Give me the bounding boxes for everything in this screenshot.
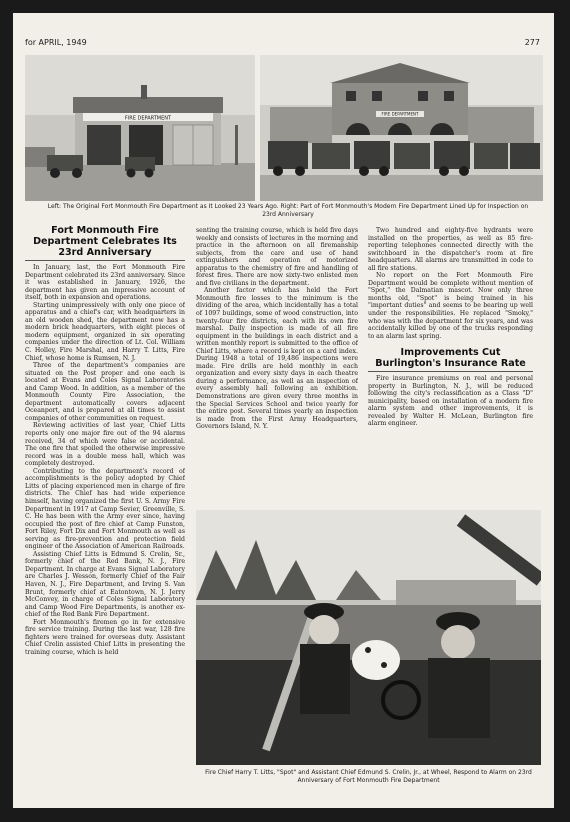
article-column-3 [368,227,533,519]
new-station-sign: FIRE DEPARTMENT [381,111,419,117]
issue-date: for APRIL, 1949 [25,38,87,47]
article-column-2 [196,227,358,517]
article-paragraph: Reviewing activities of last year, Chief Litts reports only one major fire out of the 94 alarms received, 34 of which were false or accidental. The one fire that spoiled the otherwise impressive record was in a double mess hall, which was completely destroyed. [25,422,185,468]
photo-chiefs-with-spot [196,510,541,765]
article-paragraph: Contributing to the department's record of accomplishments is the policy adopted by Chief Litts of placing experienced men in charge of fire districts. The Chief has had wide experience himself, having organized the first U. S. Army Fire Department in 1917 at Camp Sevier, Greenville, S. C. He has been with the Army ever since, having occupied the post of fire chief at Camp Funston, Fort Riley, Fort Dix and Fort Monmouth as well as serving as fire-prevention and protection field engineer of the Association of American Railroads. [25,467,185,551]
article-paragraph: Two hundred and eighty-five hydrants were installed on the properties, as well as 85 fire-reporting telephones connected directly with the switchboard in the dispatcher's room at fire headquarters. All alarms are transmitted in code to all fire stations. [368,227,533,272]
article-paragraph: In January, last, the Fort Monmouth Fire Department celebrated its 23rd anniversary. Since it was established in January, 1926, the department has given an impressive account of itself, both in expansion and operations. [25,264,185,302]
article-title: Fort Monmouth Fire Department Celebrates Its 23rd Anniversary [33,225,177,258]
title-divider [25,260,185,261]
photo-original-fire-station [25,55,255,201]
article-paragraph: Another factor which has held the Fort Monmouth fire losses to the minimum is the dividing of the area, which incidentally has a total of 1097 buildings, some of wood construction, into twenty-four fire districts, each with its own fire marshal. Daily inspection is made of all fire equipment in the buildings in each district and a written monthly report is submitted to the office of Chief Litts, where a record is kept on a card index. During 1948 a total of 19,486 inspections were made. Fire drills are held monthly in each organization and every sixty days in each theatre during a performance, as well as an inspection of every assembly hall following an exhibition. Demonstrations are given every three months in the Special Services School and twice yearly for the entire post. Several times yearly an inspection is made from the First Army Headquarters, Governors Island, N. Y. [196,287,358,431]
article-paragraph: Fort Monmouth's firemen go in for extensive fire service training. During the last war, 128 fire fighters were trained for overseas duty. Assistant Chief Crelin assisted Chief Litts in presenting the training course, which is held [25,618,185,656]
second-article-title: Improvements Cut Burlington's Insurance Rate [375,347,526,370]
article-column-1 [25,225,185,755]
article-paragraph: senting the training course, which is held five days weekly and consists of lectures in the morning and practice in the afternoon on all firemanship subjects, from the care and use of hand extinguishers and operation of motorized apparatus to the chemistry of fire and handling of forest fires. There are now sixty-two enlisted men and five civilians in the department. [196,227,358,287]
article-paragraph: Assisting Chief Litts is Edmund S. Crelin, Sr., formerly chief of the Red Bank, N. J., Fire Department. In charge at Evans Signal Laboratory are Charles J. Wesson, formerly Chief of the Fair Haven, N. J., Fire Department, and Irving S. Van Brunt, formerly chief at Eatontown, N. J. Jerry McConvey, in charge of Coles Signal Laboratory and Camp Wood Fire Departments, is another ex-chief of the Red Bank Fire Department. [25,550,185,619]
bottom-photo-caption: Fire Chief Harry T. Litts, "Spot" and Assistant Chief Edmund S. Crelin, Jr., at Wheel, Respond to Alarm on 23rd Anniversary of Fort Monmouth Fire Department [205,769,532,784]
article-paragraph: Three of the department's companies are situated on the Post proper and one each is located at Evans and Coles Signal Laboratories and Camp Wood. In addition, as a member of the Monmouth County Fire Association, the department automatically covers adjacent Oceanport, and is prepared at all times to assist companies of other communities on request. [25,362,185,422]
old-station-sign: FIRE DEPARTMENT [124,115,172,122]
article-paragraph: Starting unimpressively with only one piece of apparatus and a chief's car, with headquarters in an old wooden shed, the department now has a modern brick headquarters, with eight pieces of modern equipment, organized in six operating companies under the direction of Lt. Col. William C. Holley, Fire Marshal, and Harry T. Litts, Fire Chief, whose home is Rumsen, N. J. [25,301,185,362]
magazine-page [13,13,554,808]
photo-modern-fire-department [260,55,543,201]
article-paragraph: No report on the Fort Monmouth Fire Department would be complete without mention of "Spot," the Dalmatian mascot. Now only three months old, "Spot" is being trained in his "important duties" and seems to be bearing up well under the responsibilities. He replaced "Smoky," who was with the department for six years, and was accidentally killed by one of the trucks responding to an alarm last spring. [368,272,533,340]
top-photo-caption: Left: The Original Fort Monmouth Fire Department as It Looked 23 Years Ago. Right: Part of Fort Monmouth's Modern Fire Department Lined Up for Inspection on 23rd Anniversary [47,203,529,218]
article-paragraph: Fire insurance premiums on real and personal property in Burlington, N. J., will be reduced following the city's reclassification as a Class "D" municipality, based on installation of a modern fire alarm system and other improvements, it is revealed by Walter H. McLean, Burlington fire alarm engineer. [368,375,533,428]
page-number: 277 [524,38,540,47]
title-divider [368,371,533,372]
